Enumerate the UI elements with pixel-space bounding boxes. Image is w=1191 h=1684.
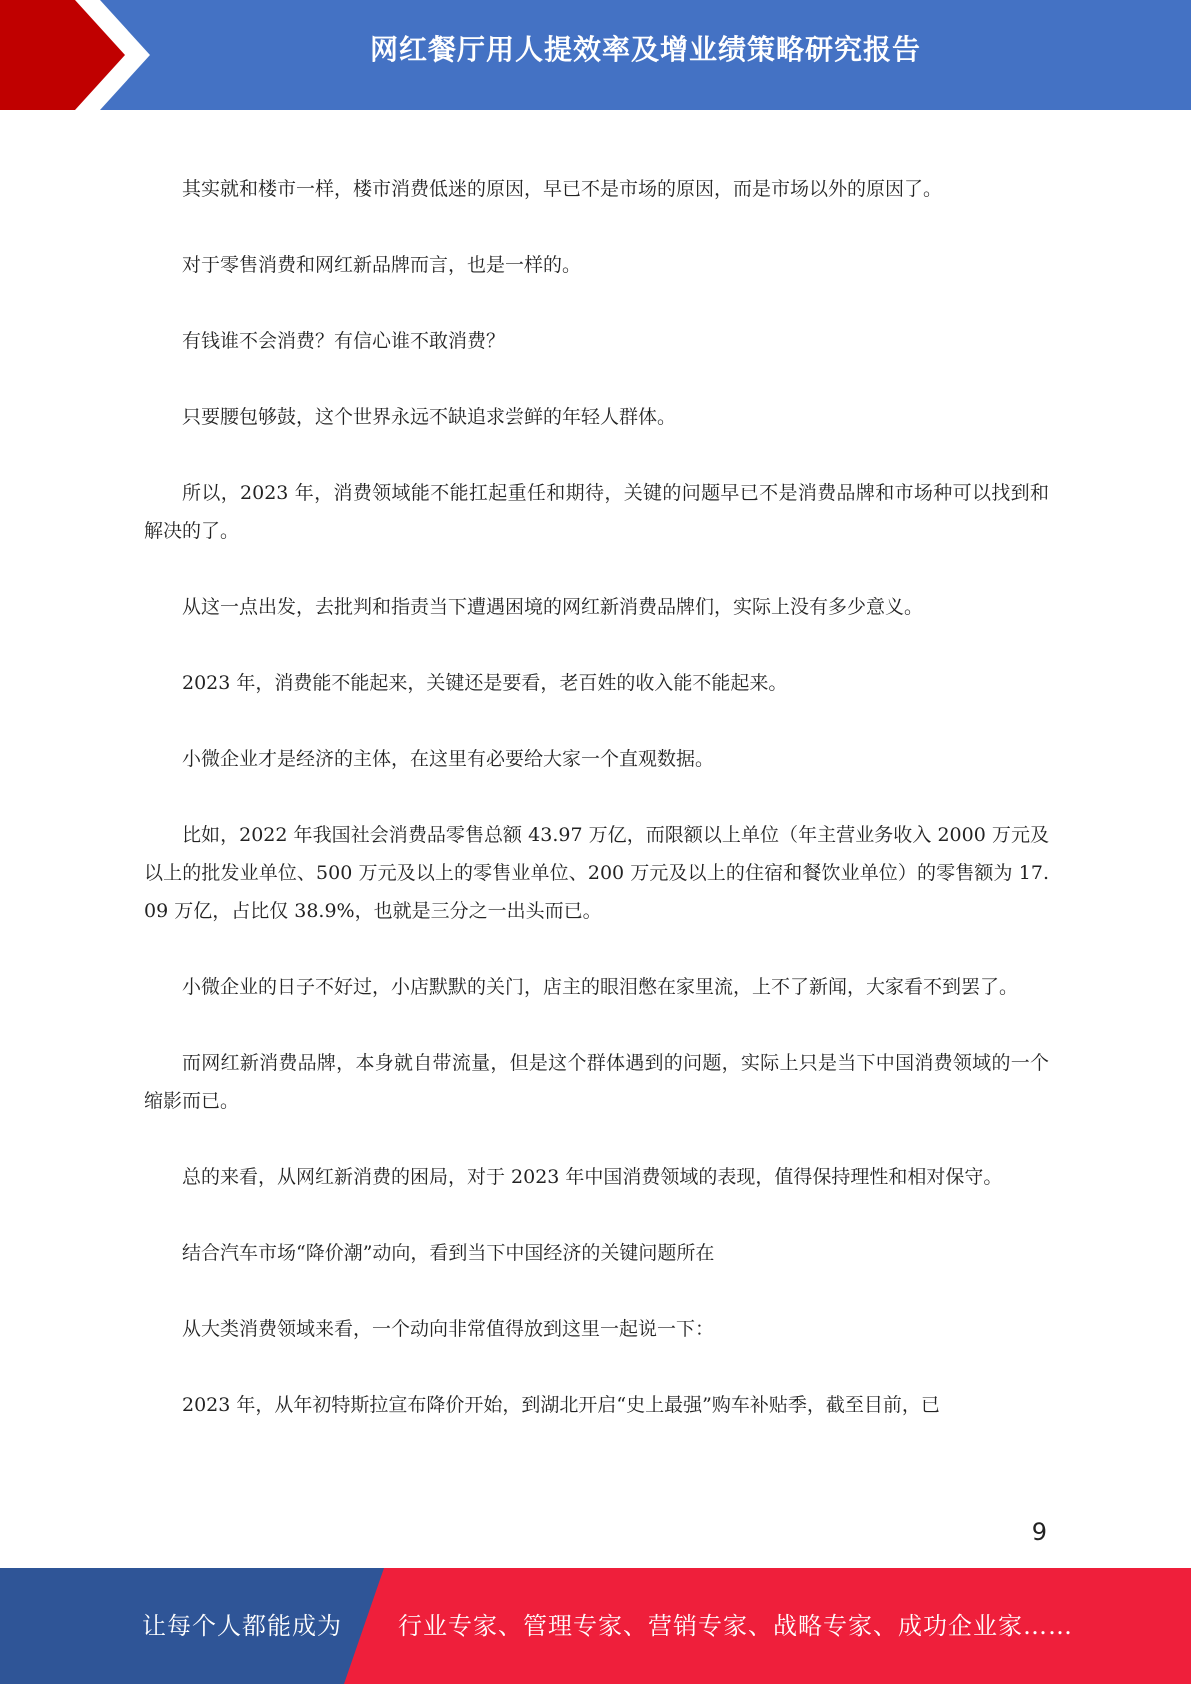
document-body bbox=[144, 170, 1049, 1462]
paragraph: 比如，2022 年我国社会消费品零售总额 43.97 万亿，而限额以上单位（年主营业务收入 2000 万元及以上的批发业单位、500 万元及以上的零售业单位、200 万元及以上的住宿和餐饮业单位）的零售额为 17.09 万亿，占比仅 38.9%，也就是三分之一出头而已。 bbox=[144, 824, 1049, 922]
paragraph: 从这一点出发，去批判和指责当下遭遇困境的网红新消费品牌们，实际上没有多少意义。 bbox=[182, 596, 924, 618]
paragraph: 只要腰包够鼓，这个世界永远不缺追求尝鲜的年轻人群体。 bbox=[182, 406, 677, 428]
paragraph: 结合汽车市场“降价潮”动向，看到当下中国经济的关键问题所在 bbox=[182, 1242, 715, 1264]
paragraph: 小微企业才是经济的主体，在这里有必要给大家一个直观数据。 bbox=[182, 748, 715, 770]
paragraph: 2023 年，消费能不能起来，关键还是要看，老百姓的收入能不能起来。 bbox=[182, 672, 788, 694]
footer-bar bbox=[0, 1568, 1191, 1684]
footer-slogan-left: 让每个人都能成为 bbox=[142, 1612, 342, 1640]
paragraph: 从大类消费领域来看，一个动向非常值得放到这里一起说一下： bbox=[182, 1318, 715, 1340]
paragraph: 有钱谁不会消费？有信心谁不敢消费？ bbox=[182, 330, 506, 352]
paragraph: 所以，2023 年，消费领域能不能扛起重任和期待，关键的问题早已不是消费品牌和市场种可以找到和解决的了。 bbox=[144, 482, 1049, 542]
paragraph: 对于零售消费和网红新品牌而言，也是一样的。 bbox=[182, 254, 582, 276]
header-bar bbox=[0, 0, 1191, 110]
page-number: 9 bbox=[1031, 1518, 1047, 1546]
report-title: 网红餐厅用人提效率及增业绩策略研究报告 bbox=[369, 33, 921, 66]
footer-slogan-right: 行业专家、管理专家、营销专家、战略专家、成功企业家…… bbox=[398, 1612, 1073, 1640]
paragraph: 小微企业的日子不好过，小店默默的关门，店主的眼泪憋在家里流，上不了新闻，大家看不到罢了。 bbox=[182, 976, 1019, 998]
paragraph: 总的来看，从网红新消费的困局，对于 2023 年中国消费领域的表现，值得保持理性和相对保守。 bbox=[182, 1166, 1003, 1188]
paragraph: 而网红新消费品牌，本身就自带流量，但是这个群体遇到的问题，实际上只是当下中国消费领域的一个缩影而已。 bbox=[144, 1052, 1049, 1112]
paragraph: 2023 年，从年初特斯拉宣布降价开始，到湖北开启“史上最强”购车补贴季，截至目前，已 bbox=[182, 1394, 940, 1416]
paragraph: 其实就和楼市一样，楼市消费低迷的原因，早已不是市场的原因，而是市场以外的原因了。 bbox=[182, 178, 943, 200]
